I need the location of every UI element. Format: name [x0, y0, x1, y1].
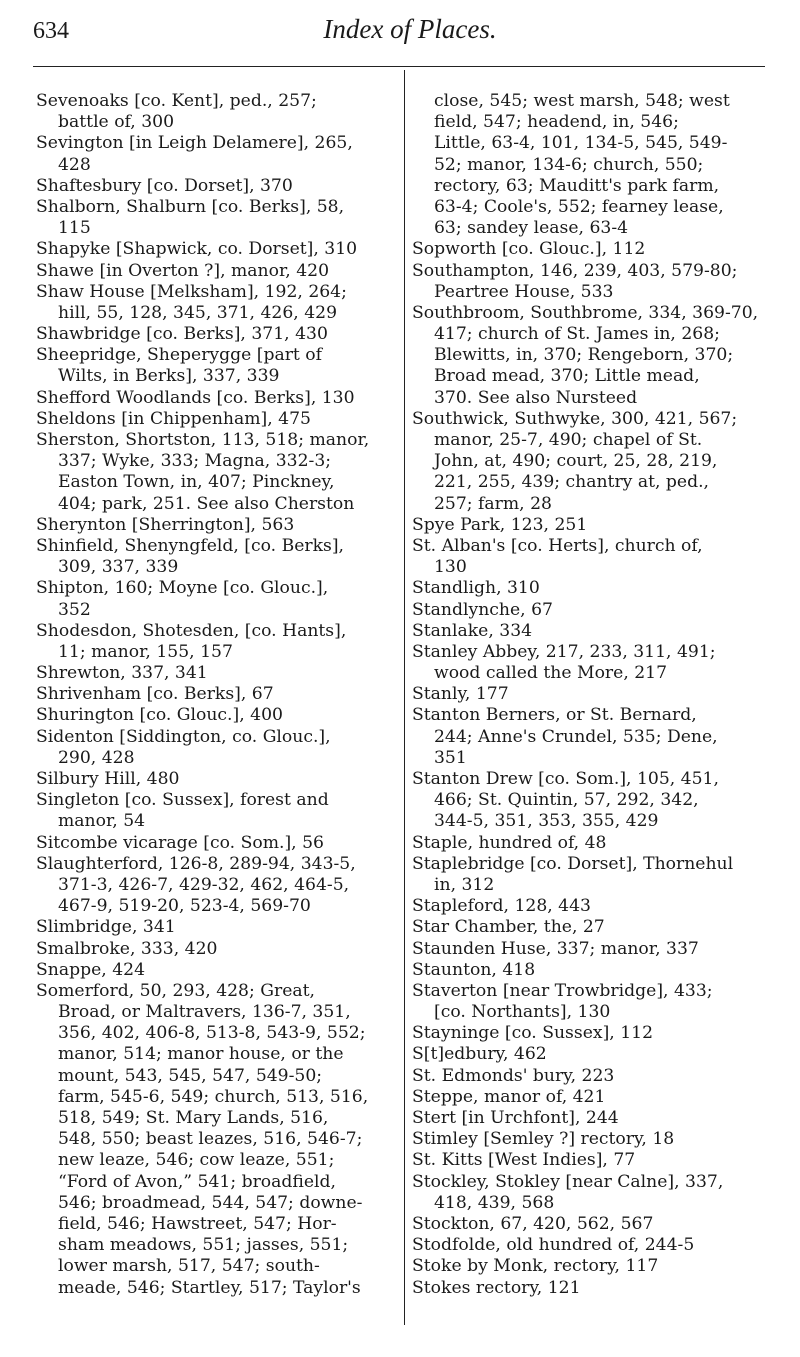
index-continuation-line: lower marsh, 517, 547; south- — [58, 1256, 320, 1277]
index-entry-line: St. Kitts [West Indies], 77 — [412, 1150, 636, 1171]
index-entry-line: Shalborn, Shalburn [co. Berks], 58, — [36, 196, 345, 217]
index-entry-line: Sherynton [Sherrington], 563 — [36, 514, 295, 535]
index-entry-line: Stanlake, 334 — [412, 620, 533, 641]
index-continuation-line: close, 545; west marsh, 548; west — [434, 91, 730, 111]
index-entry-line: Staverton [near Trowbridge], 433; — [412, 980, 713, 1001]
index-entry-line: Shefford Woodlands [co. Berks], 130 — [36, 387, 355, 408]
index-continuation-line: 337; Wyke, 333; Magna, 332-3; — [58, 451, 332, 472]
index-continuation-line: wood called the More, 217 — [434, 663, 668, 684]
index-entry-line: Stanly, 177 — [412, 684, 509, 705]
index-entry-line: Silbury Hill, 480 — [36, 769, 180, 789]
index-continuation-line: new leaze, 546; cow leaze, 551; — [58, 1150, 335, 1171]
index-entry-line: Shinfield, Shenyngfeld, [co. Berks], — [36, 535, 345, 556]
index-continuation-line: 371-3, 426-7, 429-32, 462, 464-5, — [58, 874, 350, 895]
index-continuation-line: 352 — [58, 599, 91, 620]
index-entry-line: Stimley [Semley ?] rectory, 18 — [412, 1129, 675, 1150]
index-continuation-line: Easton Town, in, 407; Pinckney, — [58, 472, 335, 493]
index-entry-line: St. Alban's [co. Herts], church of, — [412, 535, 703, 556]
index-entry-line: Sidenton [Siddington, co. Glouc.], — [36, 726, 331, 747]
index-entry-line: Stanton Berners, or St. Bernard, — [412, 705, 697, 726]
page-title: Index of Places. — [323, 14, 497, 44]
index-entry-line: S[t]edbury, 462 — [412, 1044, 547, 1065]
index-entry-line: Slaughterford, 126-8, 289-94, 343-5, — [36, 853, 356, 874]
index-entry-line: Stokes rectory, 121 — [412, 1277, 581, 1298]
index-entry-line: Staple, hundred of, 48 — [412, 832, 607, 853]
index-continuation-line: 344-5, 351, 353, 355, 429 — [434, 811, 659, 832]
header-rule — [33, 66, 765, 67]
index-entry-line: Staplebridge [co. Dorset], Thornehul — [412, 853, 734, 874]
index-continuation-line: [co. Northants], 130 — [434, 1002, 611, 1023]
index-entry-line: Sevenoaks [co. Kent], ped., 257; — [36, 91, 317, 111]
index-entry-line: Stanton Drew [co. Som.], 105, 451, — [412, 769, 719, 789]
index-continuation-line: 404; park, 251. See also Cherston — [58, 493, 355, 514]
index-continuation-line: 418, 439, 568 — [434, 1192, 555, 1213]
index-continuation-line: manor, 54 — [58, 811, 146, 832]
index-continuation-line: John, at, 490; court, 25, 28, 219, — [434, 451, 718, 472]
index-entry-line: Stapleford, 128, 443 — [412, 896, 591, 917]
index-entry-line: Smalbroke, 333, 420 — [36, 938, 218, 959]
index-entry-line: Shapyke [Shapwick, co. Dorset], 310 — [36, 239, 358, 260]
index-entry-line: Stockley, Stokley [near Calne], 337, — [412, 1171, 724, 1192]
index-continuation-line: Blewitts, in, 370; Rengeborn, 370; — [434, 345, 734, 366]
index-entry-line: Sheepridge, Sheperygge [part of — [36, 345, 323, 366]
index-continuation-line: 428 — [58, 154, 91, 175]
column-divider — [404, 70, 405, 1325]
index-entry-line: Standlynche, 67 — [412, 599, 553, 620]
index-continuation-line: 11; manor, 155, 157 — [58, 641, 233, 662]
index-entry-line: Stert [in Urchfont], 244 — [412, 1108, 619, 1128]
index-continuation-line: rectory, 63; Mauditt's park farm, — [434, 175, 720, 196]
index-entry-line: Shrivenham [co. Berks], 67 — [36, 684, 274, 705]
index-continuation-line: 356, 402, 406-8, 513-8, 543-9, 552; — [58, 1023, 366, 1044]
index-continuation-line: 518, 549; St. Mary Lands, 516, — [58, 1108, 329, 1128]
index-continuation-line: 52; manor, 134-6; church, 550; — [434, 154, 704, 175]
index-entry-line: Shodesdon, Shotesden, [co. Hants], — [36, 620, 347, 641]
index-entry-line: Shrewton, 337, 341 — [36, 663, 208, 684]
index-continuation-line: Peartree House, 533 — [434, 281, 614, 302]
index-column-right — [412, 91, 766, 1299]
index-entry-line: Sherston, Shortston, 113, 518; manor, — [36, 430, 370, 450]
index-continuation-line: Broad, or Maltravers, 136-7, 351, — [58, 1002, 351, 1023]
index-entry-line: Stoke by Monk, rectory, 117 — [412, 1256, 659, 1277]
index-entry-line: Shipton, 160; Moyne [co. Glouc.], — [36, 578, 329, 599]
index-continuation-line: 417; church of St. James in, 268; — [434, 324, 720, 345]
index-entry-line: St. Edmonds' bury, 223 — [412, 1065, 615, 1086]
index-continuation-line: mount, 543, 545, 547, 549-50; — [58, 1065, 323, 1086]
index-continuation-line: sham meadows, 551; jasses, 551; — [58, 1235, 349, 1256]
index-entry-line: Staunden Huse, 337; manor, 337 — [412, 938, 699, 959]
index-continuation-line: 290, 428 — [58, 747, 135, 768]
index-continuation-line: 115 — [58, 218, 91, 239]
index-entry-line: Spye Park, 123, 251 — [412, 514, 588, 535]
index-continuation-line: 351 — [434, 747, 467, 768]
index-continuation-line: 63-4; Coole's, 552; fearney lease, — [434, 196, 724, 217]
index-continuation-line: 466; St. Quintin, 57, 292, 342, — [434, 790, 699, 811]
index-entry-line: Snappe, 424 — [36, 959, 145, 980]
index-entry-line: Shawe [in Overton ?], manor, 420 — [36, 260, 330, 281]
index-entry-line: Star Chamber, the, 27 — [412, 917, 605, 938]
index-entry-line: Stockton, 67, 420, 562, 567 — [412, 1213, 654, 1234]
index-continuation-line: Broad mead, 370; Little mead, — [434, 366, 700, 387]
index-entry-line: Shaw House [Melksham], 192, 264; — [36, 281, 347, 302]
index-continuation-line: 309, 337, 339 — [58, 557, 179, 578]
index-entry-line: Southampton, 146, 239, 403, 579-80; — [412, 260, 738, 281]
index-continuation-line: 370. See also Nursteed — [434, 387, 638, 408]
index-continuation-line: field, 547; headend, in, 546; — [434, 112, 679, 133]
index-continuation-line: 548, 550; beast leazes, 516, 546-7; — [58, 1129, 363, 1150]
index-entry-line: Somerford, 50, 293, 428; Great, — [36, 980, 315, 1001]
index-continuation-line: 257; farm, 28 — [434, 493, 552, 514]
index-entry-line: Sevington [in Leigh Delamere], 265, — [36, 133, 353, 154]
index-entry-line: Stayninge [co. Sussex], 112 — [412, 1023, 654, 1044]
index-column-left — [36, 91, 392, 1299]
index-continuation-line: manor, 514; manor house, or the — [58, 1044, 344, 1065]
index-entry-line: Stanley Abbey, 217, 233, 311, 491; — [412, 641, 716, 662]
index-entry-line: Standligh, 310 — [412, 578, 540, 599]
index-continuation-line: hill, 55, 128, 345, 371, 426, 429 — [58, 302, 338, 323]
index-entry-line: Stodfolde, old hundred of, 244-5 — [412, 1235, 695, 1256]
index-continuation-line: Wilts, in Berks], 337, 339 — [58, 366, 280, 387]
index-continuation-line: field, 546; Hawstreet, 547; Hor- — [58, 1213, 337, 1234]
index-continuation-line: 63; sandey lease, 63-4 — [434, 218, 629, 239]
index-continuation-line: battle of, 300 — [58, 112, 175, 133]
index-continuation-line: Little, 63-4, 101, 134-5, 545, 549- — [434, 133, 728, 154]
index-entry-line: Shaftesbury [co. Dorset], 370 — [36, 175, 293, 196]
index-entry-line: Singleton [co. Sussex], forest and — [36, 790, 329, 811]
index-continuation-line: meade, 546; Startley, 517; Taylor's — [58, 1277, 361, 1298]
index-continuation-line: 546; broadmead, 544, 547; downe- — [58, 1192, 363, 1213]
page-number: 634 — [33, 18, 69, 44]
index-continuation-line: 467-9, 519-20, 523-4, 569-70 — [58, 896, 311, 917]
index-entry-line: Sopworth [co. Glouc.], 112 — [412, 239, 646, 260]
index-continuation-line: in, 312 — [434, 874, 495, 895]
index-continuation-line: farm, 545-6, 549; church, 513, 516, — [58, 1086, 369, 1107]
index-entry-line: Staunton, 418 — [412, 959, 536, 980]
index-entry-line: Slimbridge, 341 — [36, 917, 176, 938]
index-entry-line: Southwick, Suthwyke, 300, 421, 567; — [412, 408, 738, 429]
index-entry-line: Shurington [co. Glouc.], 400 — [36, 705, 283, 726]
index-entry-line: Southbroom, Southbrome, 334, 369-70, — [412, 302, 759, 323]
index-entry-line: Steppe, manor of, 421 — [412, 1086, 606, 1107]
index-continuation-line: “Ford of Avon,” 541; broadfield, — [58, 1171, 337, 1192]
index-entry-line: Sitcombe vicarage [co. Som.], 56 — [36, 832, 324, 853]
index-continuation-line: 221, 255, 439; chantry at, ped., — [434, 472, 710, 493]
index-continuation-line: 244; Anne's Crundel, 535; Dene, — [434, 726, 718, 747]
index-continuation-line: manor, 25-7, 490; chapel of St. — [434, 430, 703, 450]
index-continuation-line: 130 — [434, 557, 467, 578]
index-entry-line: Shawbridge [co. Berks], 371, 430 — [36, 324, 328, 345]
index-entry-line: Sheldons [in Chippenham], 475 — [36, 408, 311, 429]
